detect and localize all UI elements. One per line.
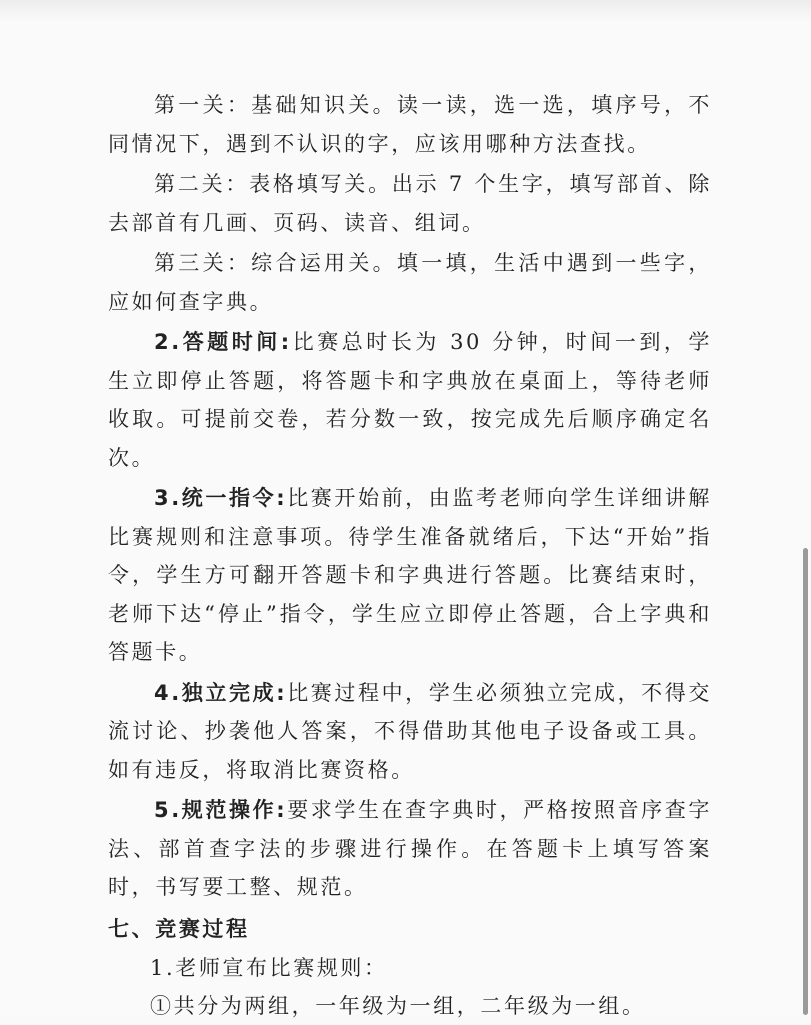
paragraph-independent-completion: 4.独立完成:比赛过程中，学生必须独立完成，不得交流讨论、抄袭他人答案，不得借助其他电子设备或工具。如有违反，将取消比赛资格。 (108, 680, 712, 782)
sub-item-rules: 1.老师宣布比赛规则： (150, 955, 388, 980)
answer-time-lead: 2.答题时间: (154, 330, 292, 354)
standard-operation-lead: 5.规范操作: (154, 798, 288, 822)
paragraph-level-1: 第一关：基础知识关。读一读，选一选，填序号，不同情况下，遇到不认识的字，应该用哪种方法查找。 (108, 93, 712, 156)
independent-completion-lead: 4.独立完成: (154, 680, 288, 705)
page-top-edge (0, 0, 811, 22)
paragraph-unified-instruction: 3.统一指令:比赛开始前，由监考老师向学生详细讲解比赛规则和注意事项。待学生准备就绪后，下达“开始”指令，学生方可翻开答题卡和字典进行答题。比赛结束时，老师下达“停止”指令，学生应立即停止答题，合上字典和答题卡。 (108, 486, 712, 664)
paragraph-answer-time: 2.答题时间:比赛总时长为 30 分钟，时间一到，学生立即停止答题，将答题卡和字典放在桌面上，等待老师收取。可提前交卷，若分数一致，按完成先后顺序确定名次。 (108, 330, 712, 470)
paragraph-level-3: 第三关：综合运用关。填一填，生活中遇到一些字，应如何查字典。 (108, 251, 712, 314)
paragraph-standard-operation: 5.规范操作:要求学生在查字典时，严格按照音序查字法、部首查字法的步骤进行操作。在答题卡上填写答案时，书写要工整、规范。 (108, 798, 712, 899)
unified-instruction-lead: 3.统一指令: (154, 486, 288, 510)
paragraph-level-2: 第二关：表格填写关。出示 7 个生字，填写部首、除去部首有几画、页码、读音、组词。 (108, 172, 712, 235)
sub-item-groups: ①共分为两组，一年级为一组，二年级为一组。 (150, 993, 646, 1018)
section-heading: 七、竞赛过程 (108, 916, 250, 941)
scrollbar-thumb[interactable] (803, 548, 808, 1015)
document-content (108, 86, 712, 1025)
